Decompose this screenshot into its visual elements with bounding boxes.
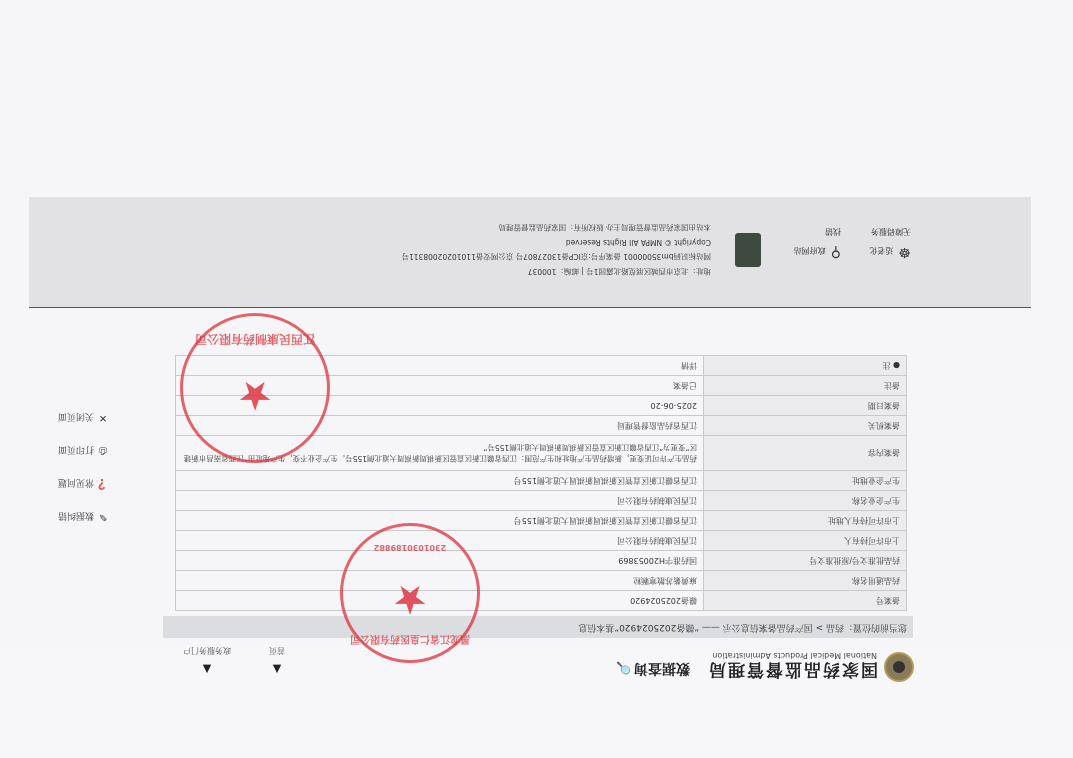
side-toolbar	[38, 401, 108, 533]
row-label-holder: 上市许可持有人	[704, 531, 907, 551]
gov-error-badge[interactable]	[779, 227, 841, 263]
row-label-holder-address: 上市许可持有人地址	[704, 511, 907, 531]
row-value-authority: 江西省药品监督管理局	[176, 416, 704, 436]
breadcrumb: 您当前的位置：药品 > 国产药品备案信息公示 —— “赣备2025024920”基本信息	[163, 616, 913, 638]
row-value-approval-no: 国药准字H20053869	[176, 551, 704, 571]
side-item-correction[interactable]	[38, 500, 108, 533]
side-item-label: 数据纠错	[57, 510, 94, 520]
row-value-manufacturer: 江西民康制药有限公司	[176, 491, 704, 511]
row-label-approval-no: 药品批准文号/原批准文号	[704, 551, 907, 571]
company-seal-large	[180, 313, 330, 463]
star-icon: ★	[392, 576, 428, 622]
row-label-drug-name: 药品通用名称	[704, 571, 907, 591]
question-icon: ❓	[95, 478, 108, 489]
site-name[interactable]: 国家药品监督管理局	[707, 659, 878, 679]
nav-gov-portal[interactable]	[177, 644, 237, 676]
row-label-note	[704, 356, 907, 376]
magnifier-icon: 🔍	[616, 661, 631, 675]
row-value-manufacturer-address: 江西省赣江新区直管区新祺周新祺周大道北侧155号	[176, 471, 704, 491]
row-label-remark: 备注	[704, 376, 907, 396]
data-query-title[interactable]	[616, 659, 690, 679]
note-label: 注	[882, 361, 891, 370]
close-icon: ✕	[98, 412, 108, 423]
table-row	[176, 511, 907, 531]
table-row	[176, 531, 907, 551]
table-row	[176, 491, 907, 511]
side-item-label: 常见问题	[57, 477, 94, 487]
accessibility-badge[interactable]	[853, 227, 911, 263]
company-seal-small	[340, 523, 480, 663]
table-row	[176, 471, 907, 491]
side-item-label: 关闭页面	[57, 411, 94, 421]
footer-copyright: Copyright © NMPA All Rights Reserved	[565, 238, 711, 247]
row-value-holder: 江西民康制药有限公司	[176, 531, 704, 551]
table-row	[176, 551, 907, 571]
footer-registration: 网站标识码bm35000001 备案序号:京ICP备13027807号 京公网安备11010202008311号	[401, 252, 711, 261]
row-value-date: 2025-06-20	[176, 396, 704, 416]
row-label-manufacturer: 生产企业名称	[704, 491, 907, 511]
footer-address: 地址：北京市西城区展览路北露园1号 | 邮编：100037	[527, 267, 711, 276]
side-item-label: 打印页面	[57, 444, 94, 454]
edit-icon: ✎	[98, 511, 108, 522]
site-footer	[29, 197, 1031, 308]
nav-home[interactable]	[262, 644, 292, 676]
side-item-close[interactable]	[38, 401, 108, 434]
nav-home-label: 首页	[269, 646, 285, 655]
nmpa-emblem-icon	[884, 652, 914, 682]
row-value-record-no: 赣备2025024920	[176, 591, 704, 611]
row-value-details-link[interactable]: 详情	[176, 356, 704, 376]
seal-large-text: 江西民康制药有限公司	[195, 332, 316, 346]
table-row	[176, 571, 907, 591]
seal-small-number: 2301030189882	[373, 543, 447, 552]
site-name-en: National Medical Products Administration	[712, 651, 877, 660]
footer-sponsor: 本站由国家药品监督管理局主办 版权所有：国家药品监督管理局	[498, 223, 711, 232]
star-icon: ★	[237, 372, 273, 418]
row-label-content: 备案内容	[704, 436, 907, 471]
row-value-remark: 已备案	[176, 376, 704, 396]
data-query-label: 数据查询	[634, 660, 690, 676]
nav-gov-label: 政务服务门户	[183, 646, 231, 655]
row-label-record-no: 备案号	[704, 591, 907, 611]
magnifier-badge-icon: ⚲	[830, 244, 841, 260]
home-icon: ▲	[272, 663, 282, 676]
site-header	[0, 648, 1073, 758]
note-icon: ●	[893, 361, 900, 370]
row-label-manufacturer-address: 生产企业地址	[704, 471, 907, 491]
gov-error-label: 政府网站 找错	[793, 227, 841, 255]
table-row	[176, 591, 907, 611]
row-value-drug-name: 麻黄紫苏散寒颗粒	[176, 571, 704, 591]
print-icon: ⎙	[99, 445, 107, 456]
row-value-content: 药品生产许可证变更，新增药品生产地址和生产范围：江西省赣江新区直管区新祺周新祺周大道北侧155号。生产企业不变，生产地址由“江西省南昌市新建区”变更为“江西省赣江新区直管区新祺周新祺周大道北侧155号”	[176, 436, 704, 471]
seal-small-text: 黑龙江省仁皇医药有限公司	[350, 633, 470, 644]
accessibility-icon: ☸	[898, 244, 911, 260]
gov-site-badge-icon[interactable]	[735, 233, 761, 267]
side-item-faq[interactable]	[38, 467, 108, 500]
row-label-date: 备案日期	[704, 396, 907, 416]
side-item-print[interactable]	[38, 434, 108, 467]
row-value-holder-address: 江西省赣江新区直管区新祺周新祺周大道北侧155号	[176, 511, 704, 531]
row-label-authority: 备案机关	[704, 416, 907, 436]
portal-icon: ▲	[202, 663, 212, 676]
accessibility-label: 适老化 无障碍服务	[869, 227, 911, 255]
